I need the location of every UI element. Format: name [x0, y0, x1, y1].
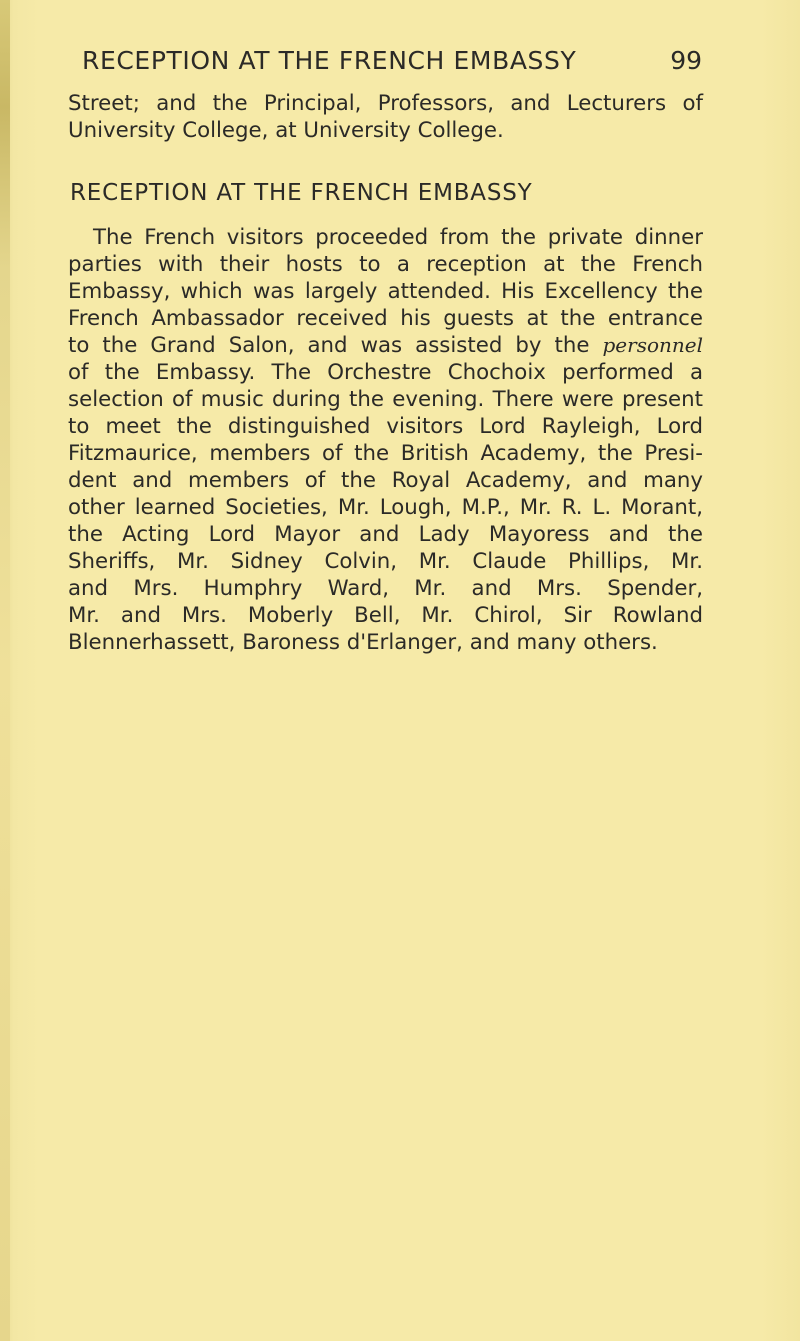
text-line: other learned Societies, Mr. Lough, M.P., Mr. R. L. Morant,	[68, 495, 703, 520]
text-line: and Mrs. Humphry Ward, Mr. and Mrs. Spender,	[68, 576, 703, 601]
text-line: the Acting Lord Mayor and Lady Mayoress and the	[68, 522, 703, 547]
section-paragraph	[68, 224, 703, 656]
page-gutter-shadow	[0, 0, 10, 1341]
text-line: The French visitors proceeded from the private dinner	[93, 225, 703, 250]
text-line: of the Embassy. The Orchestre Chochoix performed a	[68, 360, 703, 385]
text-line: Sheriffs, Mr. Sidney Colvin, Mr. Claude Phillips, Mr.	[68, 549, 703, 574]
running-head	[0, 46, 800, 80]
section-heading: RECEPTION AT THE FRENCH EMBASSY	[70, 180, 533, 206]
text-line: selection of music during the evening. There were present	[68, 387, 703, 412]
continued-paragraph	[68, 90, 703, 144]
text-line-with-italic	[68, 332, 703, 359]
text-line: Fitzmaurice, members of the British Academy, the Presi-	[68, 441, 703, 466]
text-line: Blennerhassett, Baroness d'Erlanger, and many others.	[68, 630, 658, 655]
text-line: dent and members of the Royal Academy, and many	[68, 468, 703, 493]
text-line: to meet the distinguished visitors Lord Rayleigh, Lord	[68, 414, 703, 439]
text-line: Embassy, which was largely attended. His Excellency the	[68, 279, 703, 304]
text-line: French Ambassador received his guests at the entrance	[68, 306, 703, 331]
text-line: Street; and the Principal, Professors, and Lecturers of	[68, 91, 703, 116]
running-head-title: RECEPTION AT THE FRENCH EMBASSY	[82, 46, 577, 75]
text-line-start: to the Grand Salon, and was assisted by the	[68, 333, 590, 358]
text-line: University College, at University College.	[68, 118, 504, 143]
italic-word: personnel	[602, 333, 703, 357]
text-line: parties with their hosts to a reception at the French	[68, 252, 703, 277]
text-line: Mr. and Mrs. Moberly Bell, Mr. Chirol, Sir Rowland	[68, 603, 703, 628]
page-number: 99	[670, 46, 702, 75]
